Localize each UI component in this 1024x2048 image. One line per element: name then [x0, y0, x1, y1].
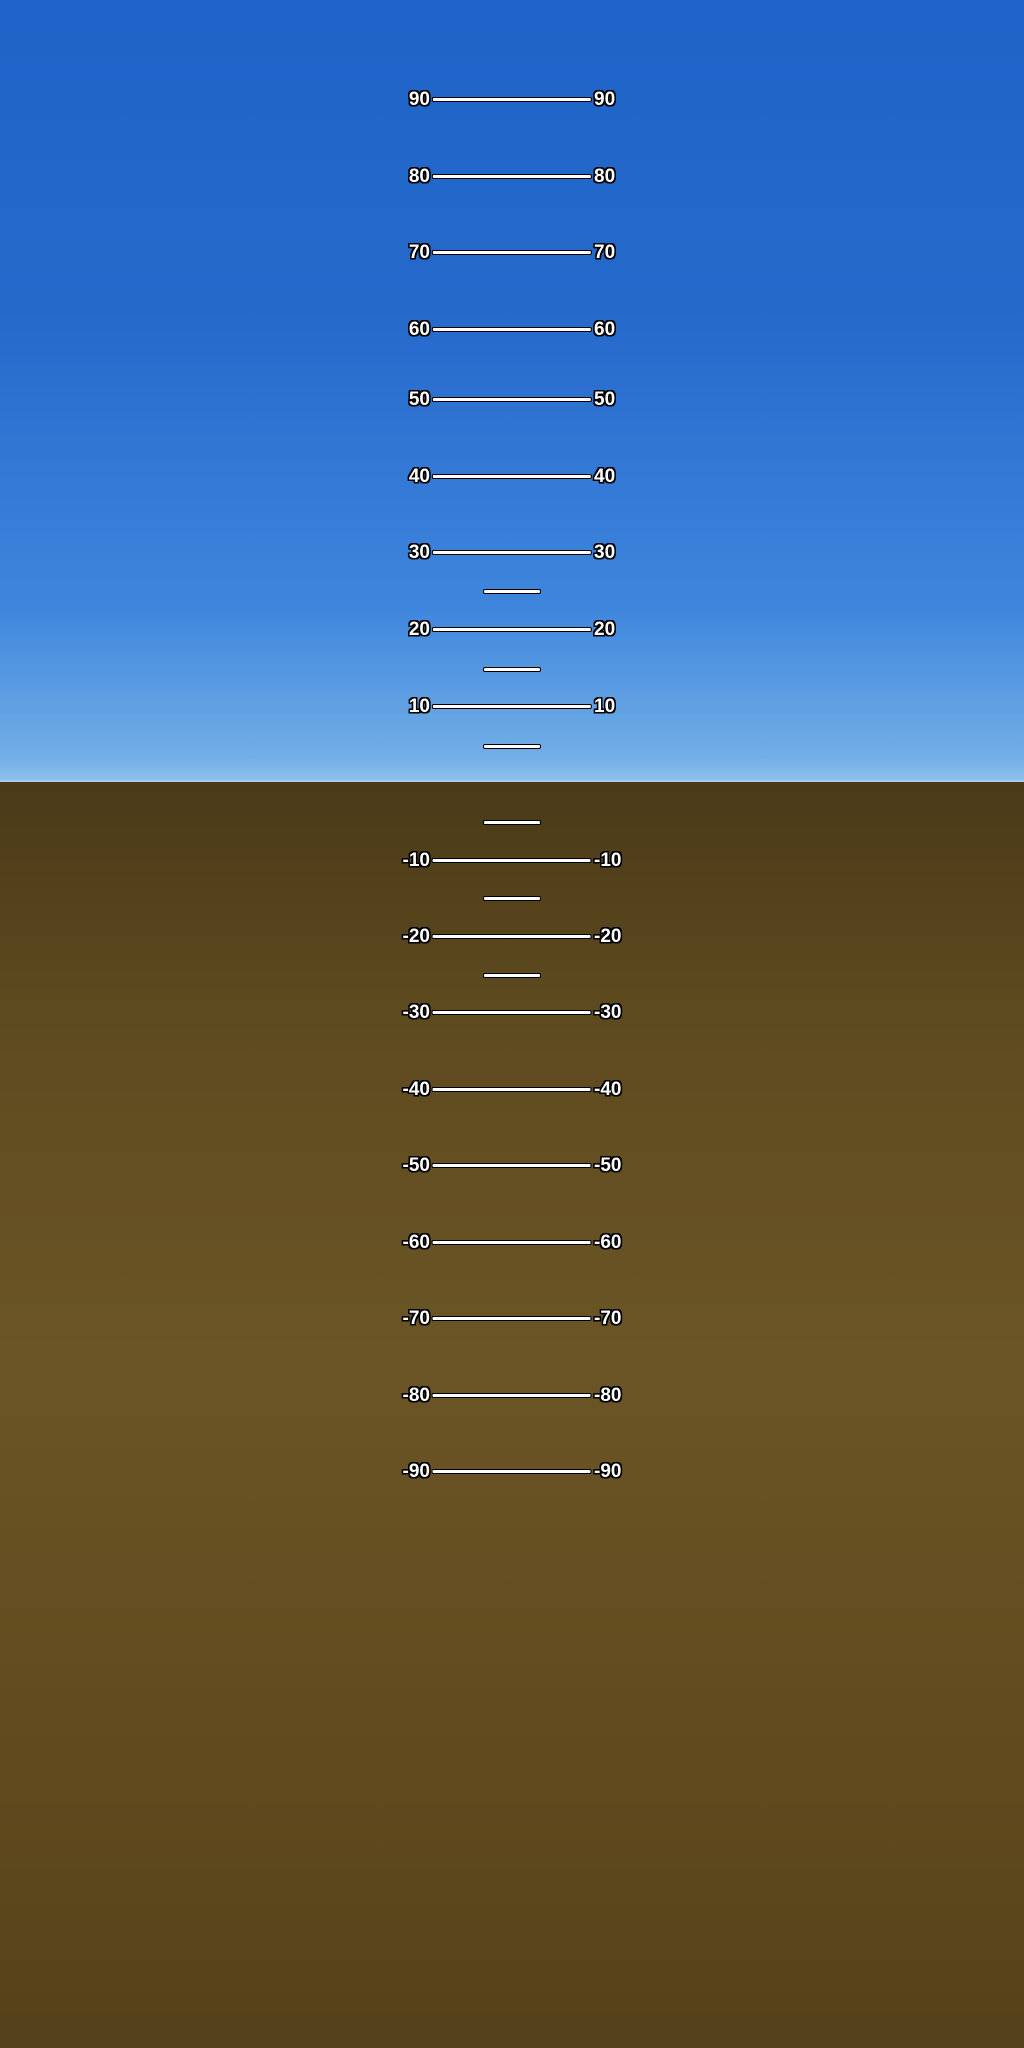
pitch-bar-minor	[483, 744, 541, 749]
pitch-label-right: 90	[594, 89, 616, 111]
pitch-rung	[409, 388, 615, 412]
pitch-label-right: -30	[594, 1002, 622, 1024]
pitch-bar	[432, 1240, 592, 1245]
pitch-label-left: 60	[408, 319, 430, 341]
pitch-rung	[403, 1384, 622, 1408]
pitch-rung	[403, 1078, 622, 1102]
pitch-label-right: -60	[594, 1232, 622, 1254]
pitch-bar	[432, 250, 592, 255]
pitch-rung	[483, 579, 541, 603]
pitch-label-left: 40	[408, 466, 430, 488]
pitch-bar-minor	[483, 820, 541, 825]
pitch-label-right: -80	[594, 1385, 622, 1407]
pitch-bar	[432, 550, 592, 555]
pitch-rung	[483, 810, 541, 834]
pitch-rung	[403, 1154, 622, 1178]
pitch-rung	[483, 657, 541, 681]
pitch-label-right: 40	[594, 466, 616, 488]
pitch-label-left: -70	[402, 1308, 430, 1330]
pitch-rung	[483, 886, 541, 910]
pitch-bar	[432, 1163, 592, 1168]
pitch-label-left: 90	[408, 89, 430, 111]
pitch-label-left: -20	[402, 926, 430, 948]
pitch-label-left: 50	[408, 389, 430, 411]
pitch-bar	[432, 627, 592, 632]
pitch-label-right: -70	[594, 1308, 622, 1330]
pitch-bar	[432, 97, 592, 102]
pitch-rung	[403, 1001, 622, 1025]
pitch-bar-minor	[483, 667, 541, 672]
pitch-rung	[483, 734, 541, 758]
pitch-label-left: 30	[408, 542, 430, 564]
pitch-label-left: -50	[402, 1155, 430, 1177]
pitch-label-right: -10	[594, 849, 622, 871]
pitch-rung	[403, 925, 622, 949]
pitch-label-left: -30	[402, 1002, 430, 1024]
pitch-label-right: 10	[594, 696, 616, 718]
pitch-label-left: -60	[402, 1232, 430, 1254]
pitch-rung	[409, 318, 615, 342]
pitch-bar	[432, 934, 592, 939]
pitch-label-left: -10	[402, 849, 430, 871]
pitch-bar	[432, 1469, 592, 1474]
pitch-bar	[432, 1010, 592, 1015]
pitch-label-right: 50	[594, 389, 616, 411]
pitch-bar	[432, 1393, 592, 1398]
pitch-label-right: -50	[594, 1155, 622, 1177]
pitch-label-left: -80	[402, 1385, 430, 1407]
pitch-label-left: -90	[402, 1461, 430, 1483]
pitch-bar	[432, 174, 592, 179]
pitch-rung	[409, 618, 615, 642]
pitch-bar	[432, 474, 592, 479]
pitch-bar	[432, 397, 592, 402]
pitch-label-right: 60	[594, 319, 616, 341]
pitch-bar-minor	[483, 896, 541, 901]
pitch-rung	[409, 165, 615, 189]
pitch-label-right: 20	[594, 619, 616, 641]
pitch-label-right: 30	[594, 542, 616, 564]
pitch-rung	[403, 848, 622, 872]
pitch-rung	[409, 695, 615, 719]
pitch-rung	[403, 1307, 622, 1331]
pitch-bar-minor	[483, 973, 541, 978]
pitch-rung	[409, 88, 615, 112]
pitch-rung	[409, 541, 615, 565]
pitch-label-right: 80	[594, 166, 616, 188]
pitch-label-right: -40	[594, 1079, 622, 1101]
pitch-bar	[432, 1087, 592, 1092]
pitch-rung	[409, 465, 615, 489]
pitch-bar	[432, 1316, 592, 1321]
pitch-bar	[432, 858, 592, 863]
pitch-rung	[403, 1460, 622, 1484]
pitch-label-left: 70	[408, 242, 430, 264]
pitch-label-right: -20	[594, 926, 622, 948]
pitch-bar	[432, 327, 592, 332]
pitch-label-left: 80	[408, 166, 430, 188]
pitch-rung	[409, 241, 615, 265]
pitch-label-left: -40	[402, 1079, 430, 1101]
pitch-label-right: 70	[594, 242, 616, 264]
pitch-rung	[483, 963, 541, 987]
pitch-label-left: 10	[408, 696, 430, 718]
pitch-bar-minor	[483, 589, 541, 594]
pitch-rung	[403, 1231, 622, 1255]
pitch-label-left: 20	[408, 619, 430, 641]
pitch-bar	[432, 704, 592, 709]
pitch-label-right: -90	[594, 1461, 622, 1483]
